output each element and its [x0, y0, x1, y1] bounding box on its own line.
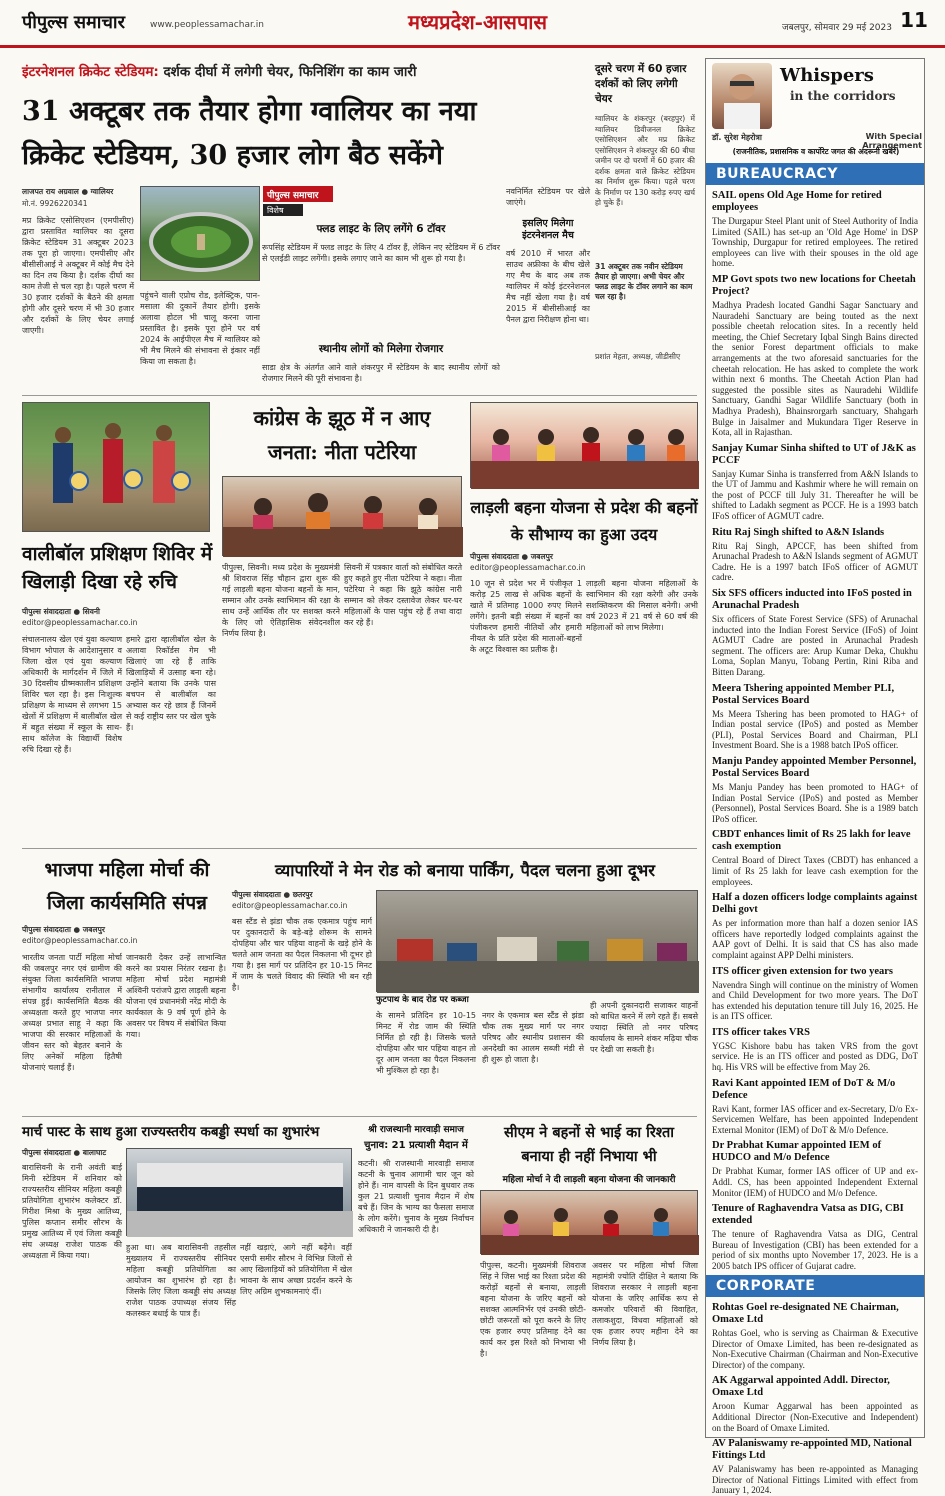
kabaddi-photo	[126, 1148, 352, 1236]
brief-body: Sanjay Kumar Sinha is transferred from A&N Islands to the UT of Jammu and Kashmir where he will remain on the post of PCCF till July 31. Thereafter he will be shifted to Ladakh segment as PCCF. He is a 1993 batch IFoS officer of AGMUT cadre.	[712, 468, 918, 522]
brief-title: CBDT enhances limit of Rs 25 lakh for leave cash exemption	[712, 829, 911, 853]
brief-title: Ritu Raj Singh shifted to A&N Islands	[712, 526, 885, 538]
cm-body: पीपुल्स, कटनी। मुख्यमंत्री शिवराज सिंह ने जिस भाई का रिश्ता प्रदेश की करोड़ों बहनों से बनाया, लाड़ली बहना योजना के जरिए बहनों को सशक्त आत्मनिर्भर एवं उनकी छोटी-छोटी जरूरतों को पूरा करने के लिए एक हजार रुपए प्रतिमाह देने का कार्य कर इस रिश्ते को निभाया भी है।	[480, 1261, 586, 1358]
arrangement: With Special Arrangement	[862, 132, 922, 150]
stadium-illustration	[141, 187, 261, 282]
author-portrait-illustration	[712, 63, 772, 129]
brief-body: The tenure of Raghavendra Vatsa as DIG, Central Bureau of Investigation (CBI) has been extended for a period of six months upto November 17, 2023. He is a 2005 batch IPS officer of Gujarat cadre.	[712, 1229, 918, 1271]
lead-quote-by: प्रशांत मेहता, अध्यक्ष, जीडीसीए	[595, 352, 681, 361]
ladli-email: editor@peoplessamachar.co.in	[470, 563, 586, 572]
brief-title: AV Palaniswamy re-appointed MD, National Fittings Ltd	[712, 1438, 912, 1462]
ladli-body-2: लाड़ली बहना योजना महिलाओं के स्वाभिमान की रक्षा करेगी और उनके सशक्तिकरण की मिसाल बनेगी। अभी वर्ष 2023 में 21 वर्ष से 60 वर्ष की महिलाओं को लाभ मिलेगा।	[586, 579, 698, 632]
brief-body: Ms Manju Pandey has been promoted to HAG+ of Indian Postal Service (IPoS) and posted as Member (Personnel), Postal Services Board. She is a 1989 batch IPoS officer.	[712, 781, 918, 824]
traders-body-3: नगर के एकमात्र बस स्टैंड से झंडा चौक तक मुख्य मार्ग पर नगर परिषद और स्थानीय प्रशासन की अनदेखी का आलम सब्जी मंडी से ही शुरू हो जाता है।	[482, 1011, 584, 1064]
brief-title: Tenure of Raghavendra Vatsa as DIG, CBI extended	[712, 1203, 904, 1227]
cm-photo	[480, 1190, 698, 1254]
dateline: जबलपुर, सोमवार 29 मई 2023	[782, 23, 892, 33]
brief-title: Manju Pandey appointed Member Personnel, Postal Services Board	[712, 755, 917, 779]
kabaddi-headline: मार्च पास्ट के साथ हुआ राज्यस्तरीय कबड्डी स्पर्धा का शुभारंभ	[22, 1124, 320, 1140]
brief-title: Six SFS officers inducted into IFoS posted in Arunachal Pradesh	[712, 588, 912, 612]
lead-subhead-floodlight: फ्लड लाइट के लिए लगेंगे 6 टॉवर	[316, 223, 446, 235]
congress-headline-1: कांग्रेस के झूठ में न आए	[253, 406, 431, 430]
marwadi-kicker: श्री राजस्थानी मारवाड़ी समाज	[368, 1125, 464, 1135]
lead-subhead-international-text: वर्ष 2010 में भारत और साउथ अफ्रीका के बीच खेले गए मैच के बाद अब तक ग्वालियर में कोई इंटरनेशनल मैच नहीं खेला गया है। वर्ष 2015 में बीसीसीआई का पैनल द्वारा निरीक्षण होना था।	[506, 249, 590, 324]
lead-subhead-jobs-text: साडा क्षेत्र के अंतर्गत आने वाले शंकरपुर में स्टेडियम के बाद स्थानीय लोगों को रोजगार मिलने की पूरी संभावना है।	[262, 363, 500, 383]
column-tagline: (राजनीतिक, प्रशासनिक व कार्पोरेट जगत की अंदरूनी खबरें)	[732, 147, 900, 156]
brief-body: Ravi Kant, former IAS officer and ex-Secretary, D/o Ex-Servicemen Welfare, has been appointed Independent External Monitor (IEM) of DoT & M/o Defence.	[712, 1103, 918, 1135]
volleyball-headline: वालीबॉल प्रशिक्षण शिविर में खिलाड़ी दिखा रहे रुचि	[22, 543, 213, 593]
traders-body: बस स्टैंड से झंडा चौक तक एकमात्र पहुंच मार्ग पर दुकानदारों के बड़े-बड़े शोरूम के सामने दोपहिया और चार पहिया वाहनों के खड़े होने के चलते आम जनता का पैदल निकलना भी दूभर हो गया है। इस मार्ग पर प्रतिदिन हर 10-15 मिनट में जाम के चलते विवाद की स्थिति भी बन रही है।	[232, 917, 372, 992]
kabaddi-byline: पीपुल्स संवाददाता ● बालाघाट	[22, 1148, 107, 1157]
kabaddi-team-illustration	[127, 1149, 353, 1237]
brief-title: AK Aggarwal appointed Addl. Director, Omaxe Ltd	[712, 1375, 890, 1399]
lead-mobile: मो.नं. 9926220341	[22, 199, 88, 208]
lead-headline-1: 31 अक्टूबर तक तैयार होगा ग्वालियर का नया	[22, 96, 477, 127]
volleyball-body: संचालनालय खेल एवं युवा कल्याण विभाग भोपाल के आदेशानुसार व जिला खेल एवं युवा कल्याण अधिकारी के मार्गदर्शन में जिले में 30 दिवसीय ग्रीष्मकालीन प्रशिक्षण शिविर चल रहा है। इस निःशुल्क प्रशिक्षण के माध्यम से लगभग 15 खेलों में प्रशिक्षण में बालीबॉल खेल में बहुत संख्या में स्कूल के साथ-साथ कॉलेज के विद्यार्थी विशेष रुचि दिखा रहे हैं।	[22, 635, 122, 754]
cm-headline-2: बनाया ही नहीं निभाया भी	[521, 1148, 657, 1165]
divider	[22, 848, 697, 849]
congress-body-2: सिवनी में पत्रकार वार्ता को संबोधित करते हुए कहते हुए नीता पटेरिया ने कहा। नीता पटेरिया ने कहा कि झूठे कांग्रेस नारी सम्मान को लेकर दस्तावेज लेकर घर-घर महिलाओं के पास पहुंच रहे हैं तथा वादा कर रहे हैं।	[344, 563, 462, 627]
volleyball-email: editor@peoplessamachar.co.in	[22, 618, 138, 627]
cm-subhead: महिला मोर्चा ने दी लाड़ली बहना योजना की जानकारी	[502, 1175, 676, 1185]
bureaucracy-list	[712, 185, 918, 1275]
marwadi-headline: चुनाव: 21 प्रत्याशी मैदान में	[364, 1140, 468, 1151]
brief-title: Sanjay Kumar Sinha shifted to UT of J&K as PCCF	[712, 442, 916, 466]
whispers-logo-sub: in the corridors	[790, 89, 896, 103]
kabaddi-body: बारासिवनी के रानी अवंती बाई मिनी स्टेडियम में शनिवार को राज्यस्तरीय सीनियर महिला कबड्डी प्रतियोगिता शुभारंभ कलेक्टर डॉ. गिरीश मिश्रा के मुख्य आतिथ्य, पुलिस कप्तान समीर सौरभ के प्रमुख आतिथ्य में एवं जिला कबड्डी संघ अध्यक्ष राजेश पाठक की अध्यक्षता में किया गया।	[22, 1163, 122, 1260]
lead-body: मप्र क्रिकेट एसोसिएशन (एमपीसीए) द्वारा प्रस्तावित ग्वालियर का दूसरा क्रिकेट स्टेडियम 31 अक्टूबर 2023 तक पूरा हो जाएगा। एमपीसीए और बीसीसीआई ने अक्टूबर में कोई मैच देने का दिन तय किया है। दर्शक दीर्घा का काम तेजी से चल रहा है। पहले चरण में 30 हजार दर्शकों के बैठने की क्षमता होगी और दूसरे चरण में भी 30 हजार और दर्शकों के लिए चेयर लगाई जाएगी।	[22, 216, 134, 335]
corporate-header: CORPORATE	[706, 1275, 924, 1297]
ladli-photo	[470, 402, 698, 488]
ladli-headline: लाड़ली बहना योजना से प्रदेश की बहनों के सौभाग्य का हुआ उदय	[470, 498, 698, 544]
brief-title: Half a dozen officers lodge complaints against Delhi govt	[712, 892, 918, 916]
brief-body: The Durgapur Steel Plant unit of Steel Authority of India Limited (SAIL) has set-up an 'Old Age Home' in DSP Township, Durgapur for retired employees. The retired employees can live with their spouses in the old age home.	[712, 216, 918, 269]
marwadi-body: कटनी। श्री राजस्थानी मारवाड़ी समाज कटनी के चुनाव आगामी चार जून को होने हैं। नाम वापसी के दिन बुधवार तक कुल 21 प्रत्याशी चुनाव मैदान में शेष बचे हैं। जिन के भाग्य का फैसला समाज के लोग करेंगे। चुनाव के मुख्य निर्वाचन अधिकारी ने जानकारी दी है।	[358, 1159, 474, 1234]
traders-body-2: के सामने प्रतिदिन हर 10-15 मिनट में रोड जाम की स्थिति निर्मित हो रही है। जिसके चलते दोपहिया और चार पहिया वाहन तो दूर आम जनता का पैदल निकलना भी मुश्किल हो रहा है।	[376, 1011, 476, 1075]
brief-body: Ms Meera Tshering has been promoted to HAG+ of Indian postal service (IPoS) and posted as Member (PLI), Postal Services Board and Chairman, PLI Investment Board. She is a 1988 batch IPoS officer.	[712, 708, 918, 751]
brief-body: As per information more than half a dozen senior IAS officers have reportedly lodged complaints against the AAP govt of Delhi. It is said that CS has also made complaint against APP Delhi ministers.	[712, 918, 918, 960]
lead-quote: 31 अक्टूबर तक नवीन स्टेडियम तैयार हो जाएगा। अभी चेयर और फ्लड लाइट के टॉवर लगाने का काम चल रहा है।	[595, 262, 693, 301]
bjp-body-2: जानकारी देकर उन्हें लाभान्वित करने का प्रयास निरंतर रखना है। महिला मोर्चा प्रदेश महामंत्री अश्विनी परांजपे द्वारा लाड़ली बहना योजना एवं प्रधानमंत्री नरेंद्र मोदी के कार्यकाल के 9 वर्ष पूर्ण होने के अवसर पर विषय में संबोधित किया गया।	[126, 953, 226, 1039]
lead-mid-text: पहुंचने वाली एप्रोच रोड, इलेक्ट्रिक, पान-मसाला की दुकानें तैयार होगी। इसके अलावा होटल भी चालू करना जाना प्रस्तावित है। इसके पूरा होने पर वर्ष 2024 के आईपीएल मैच में ग्वालियर को भी मैच मिलने की संभावना से इंकार नहीं किया जा सकता है।	[140, 291, 260, 366]
lead-kicker-topic: इंटरनेशनल क्रिकेट स्टेडियम:	[22, 64, 159, 80]
author-photo	[712, 63, 772, 129]
kabaddi-body-2: हुआ था। अब बारासिवनी तहसील मुख्यालय में राज्यस्तरीय सीनियर महिला कबड्डी प्रतियोगिता का आयोजन का शुभारंभ हो रहा है। जिसके लिए जिला कबड्डी संघ अध्यक्ष राजेश पाठक उपाध्यक्ष संजय सिंह कलस्कर बधाई के पात्र हैं।	[126, 1243, 236, 1318]
section-title: मध्यप्रदेश-आसपास	[408, 10, 548, 34]
bjp-headline-1: भाजपा महिला मोर्चा की	[44, 859, 210, 881]
ladli-body: 10 जून से प्रदेश भर में पंजीकृत 1 करोड़ 25 लाख से अधिक बहनों के खाते में प्रतिमाह 1000 रुपए मिलने लगेंगे। इतनी बड़ी संख्या में बहनों का पंजीकरण हमारी नीतियों और हमारी नीयत के प्रति प्रदेश की माताओं-बहनों के अटूट विश्वास का प्रतीक है।	[470, 579, 582, 654]
congress-body: पीपुल्स, सिवनी। मध्य प्रदेश के मुख्यमंत्री श्री शिवराज सिंह चौहान द्वारा शुरू की गई लाड़ली बहना योजना बहनों के मान, सम्मान और उनके स्वाभिमान की रक्षा के साथ उन्हें आर्थिक तौर पर सशक्त करने के लिए जो ऐतिहासिक संवेदनशील निर्णय लिया है।	[222, 563, 340, 638]
lead-subhead-jobs: स्थानीय लोगों को मिलेगा रोजगार	[318, 343, 444, 355]
lead-box-text: ग्वालियर के शंकरपुर (बरहपुर) में ग्वालियर डिवीजनल क्रिकेट एसोसिएशन और मप्र क्रिकेट एसोसिएशन ने शंकरपुर की 60 बीघा जमीन पर दो चरणों में 60 हजार की दर्शक क्षमता वाले क्रिकेट स्टेडियम का निर्माण शुरू किया। पहले चरण के निर्माण पर 130 करोड़ रुपए खर्च हो चुके हैं।	[595, 114, 695, 207]
bjp-headline-2: जिला कार्यसमिति संपन्न	[47, 892, 207, 914]
lead-subhead-floodlight-text: रूपसिंह स्टेडियम में फ्लड लाइट के लिए 4 टॉवर हैं, लेकिन नए स्टेडियम में 6 टॉवर से एलईडी लाइट लगेंगी। इसके लगाए जाने का काम भी शुरू हो गया है।	[262, 243, 500, 263]
special-badge-sub: विशेष	[263, 204, 303, 216]
cm-headline-1: सीएम ने बहनों से भाई का रिश्ता	[504, 1124, 674, 1141]
volleyball-photo	[22, 402, 210, 532]
paper-url: www.peoplessamachar.in	[150, 20, 264, 30]
brief-body: AV Palaniswamy has been re-appointed as Managing Director of National Fittings Limited with effect from January 1, 2024.	[712, 1464, 918, 1496]
stadium-photo	[140, 186, 260, 281]
traffic-street-illustration	[377, 891, 699, 993]
brief-body: Rohtas Goel, who is serving as Chairman & Executive Director of Omaxe Limited, has been re-designated as Non-Executive Chairman (Chairman and Non-Executive Director) of the company.	[712, 1328, 918, 1370]
traders-byline: पीपुल्स संवाददाता ● छतरपुर	[232, 890, 313, 899]
corporate-list	[712, 1297, 918, 1496]
brief-title: Rohtas Goel re-designated NE Chairman, Omaxe Ltd	[712, 1302, 899, 1325]
traders-email: editor@peoplessamachar.co.in	[232, 901, 348, 910]
lead-kicker	[22, 62, 592, 84]
whispers-column	[705, 58, 925, 1496]
lead-right-text: नवनिर्मित स्टेडियम पर खेले जाएंगे।	[506, 187, 590, 207]
brief-title: ITS officer takes VRS	[712, 1026, 810, 1038]
brief-title: Meera Tshering appointed Member PLI, Postal Services Board	[712, 682, 895, 706]
brief-body: Ritu Raj Singh, APCCF, has been shifted from Arunachal Pradesh to A&N Islands segment of AGMUT Cadre. He is a 1997 batch IFoS officer of AGMUT cadre.	[712, 540, 918, 583]
paper-logo: पीपुल्स समाचार	[22, 12, 125, 33]
brief-body: Central Board of Direct Taxes (CBDT) has enhanced a limit of Rs 25 lakh for leave cash exemption for the employees.	[712, 855, 918, 887]
brief-title: Dr Prabhat Kumar appointed IEM of HUDCO and M/o Defence	[712, 1140, 882, 1164]
congress-photo	[222, 476, 462, 556]
traders-photo-caption: फुटपाथ के बाद रोड पर कब्जा	[376, 995, 469, 1005]
brief-body: Dr Prabhat Kumar, former IAS officer of UP and ex-Addl. CS, has been appointed Independent External Monitor (IEM) of HUDCO and M/o Defence.	[712, 1166, 918, 1198]
ladli-byline: पीपुल्स संवाददाता ● जबलपुर	[470, 552, 553, 561]
brief-body: Navendra Singh will continue on the ministry of Women and Child Development for two more years. The DoT has extended his deputation tenure till July 16, 2025. He is an ITS officer.	[712, 979, 918, 1022]
volleyball-players-illustration	[23, 403, 211, 533]
brief-body: Aroon Kumar Aggarwal has been appointed as Additional Director (Non-Executive and Independent) on the Board of Omaxe Limited.	[712, 1401, 918, 1433]
brief-body: Six officers of State Forest Service (SFS) of Arunachal inducted into the Indian Forest Service (IFoS) of Joint AGMUT Cadre are posted in Arunachal Pradesh segment. The officers are: Arup Kumar Deka, Chukhu Loma, Soplan Manyu, Tobang Pertin, Rini Riba and Bitten Darang.	[712, 614, 918, 677]
brief-body: Madhya Pradesh located Gandhi Sagar Sanctuary and Nauradehi Sanctuary are being touted as the next possible cheetah relocation sites. In a recently held meeting, the Chief Secretary Iqbal Singh Bains directed the senior Forest department officials to make arrangements at the two aforesaid sanctuaries for the cheetah relocation. He has asked to complete the work within next 6 months. The Cheetah Action Plan had suggested the possible sites as Nauradehi Wildlife Sanctuary, Gandhi Sagar Wildlife Sanctuary (both in Madhya Pradesh), Bhainsrorgarh sanctuary, Shahgarh Bulge in Jaisalmer and Mukundara Tiger Reserve in Kota, all in Rajasthan.	[712, 299, 918, 438]
lead-subhead-international: इसलिए मिलेगा इंटरनेशनल मैच	[522, 218, 574, 241]
special-badge: पीपुल्स समाचार	[263, 186, 333, 202]
bureaucracy-header: BUREAUCRACY	[706, 163, 924, 185]
page-number: 11	[900, 8, 928, 32]
lead-box-title: दूसरे चरण में 60 हजार दर्शकों को लिए लगेगी चेयर	[595, 63, 687, 105]
brief-body: YGSC Kishore babu has taken VRS from the govt service. He is an ITS officer and posted as DDG, DoT hq. His VRS will be effective from May 26.	[712, 1040, 918, 1073]
whispers-logo: Whispers	[780, 65, 874, 86]
traders-photo	[376, 890, 698, 992]
brief-title: Ravi Kant appointed IEM of DoT & M/o Defence	[712, 1077, 896, 1101]
ladli-women-illustration	[471, 403, 699, 489]
divider	[22, 395, 697, 396]
bjp-byline: पीपुल्स संवाददाता ● जबलपुर	[22, 925, 105, 934]
brief-title: SAIL opens Old Age Home for retired employees	[712, 190, 882, 213]
bjp-body: भारतीय जनता पार्टी महिला मोर्चा की जबलपुर नगर एवं ग्रामीण की संयुक्त जिला कार्यसमिति भाजपा संभागीय कार्यालय रानीताल में संपन्न हुई। कार्यसमिति बैठक की अध्यक्षता करते हुए भाजपा नगर अध्यक्ष प्रभात साहू ने कहा कि भाजपा की सरकार महिलाओं के जीवन स्तर को बेहतर बनाने के लिए अनेकों महिला हितैषी योजनाएं चलाई हैं।	[22, 953, 122, 1072]
press-conference-illustration	[223, 477, 463, 557]
author-name: डॉ. सुरेश मेहरोत्रा	[712, 133, 762, 142]
lead-kicker-rest: दर्शक दीर्घा में लगेगी चेयर, फिनिशिंग का काम जारी	[163, 64, 417, 80]
volleyball-body-2: हमारे द्वारा व्हालीबॉल खेल के अलावा रिकॉर्डस गेम भी खिलाएं जा रहे हैं ताकि खिलाड़ियों में उत्साह बना रहे। उन्होंने बताया कि उनके पास बचपन से बालीबॉल का अभ्यास कर रहे छात्र हैं जिनमें से कई राष्ट्रीय स्तर पर खेल चुके हैं।	[126, 635, 216, 732]
kabaddi-body-3: नहीं खड़ाएं, आगे नहीं बढ़ेंगे। वहीं एसपी समीर सौरभ ने विभिन्न जिलों से आए खिलाड़ियों को प्रतियोगिता में खेल भावना के साथ अच्छा प्रदर्शन करने के लिए अग्रिम शुभकामनाएं दीं।	[240, 1243, 352, 1296]
lead-headline-2: क्रिकेट स्टेडियम, 30 हजार लोग बैठ सकेंगे	[22, 140, 443, 171]
volleyball-byline: पीपुल्स संवाददाता ● सिवनी	[22, 607, 100, 616]
divider	[22, 1116, 697, 1117]
traders-headline: व्यापारियों ने मेन रोड को बनाया पार्किंग, पैदल चलना हुआ दूभर	[275, 861, 655, 880]
bjp-email: editor@peoplessamachar.co.in	[22, 936, 138, 945]
brief-title: MP Govt spots two new locations for Cheetah Project?	[712, 273, 916, 297]
lead-byline: लाजपत राय अग्रवाल ● ग्वालियर	[22, 187, 114, 196]
cm-body-2: अवसर पर महिला मोर्चा जिला महामंत्री ज्योति दीक्षित ने बताया कि शिवराज सरकार ने लाड़ली बहना योजना के जरिए आर्थिक रूप से कमजोर परिवारों की विवाहित, तलाकशुदा, विधवा महिलाओं को एक हजार रुपए महीना देने का निर्णय लिया है।	[592, 1261, 698, 1347]
women-meeting-illustration	[481, 1191, 699, 1255]
congress-headline-2: जनता: नीता पटेरिया	[267, 440, 417, 464]
traders-body-4: ही अपनी दुकानदारी सजाकर वाहनों को बाधित करने में लगे रहते हैं। सबसे ज्यादा स्थिति तो नगर परिषद कार्यालय के सामने शंकर मढ़िया चौक पर देखी जा सकती है।	[590, 1001, 698, 1054]
brief-title: ITS officer given extension for two years	[712, 965, 894, 977]
masthead	[0, 0, 945, 48]
